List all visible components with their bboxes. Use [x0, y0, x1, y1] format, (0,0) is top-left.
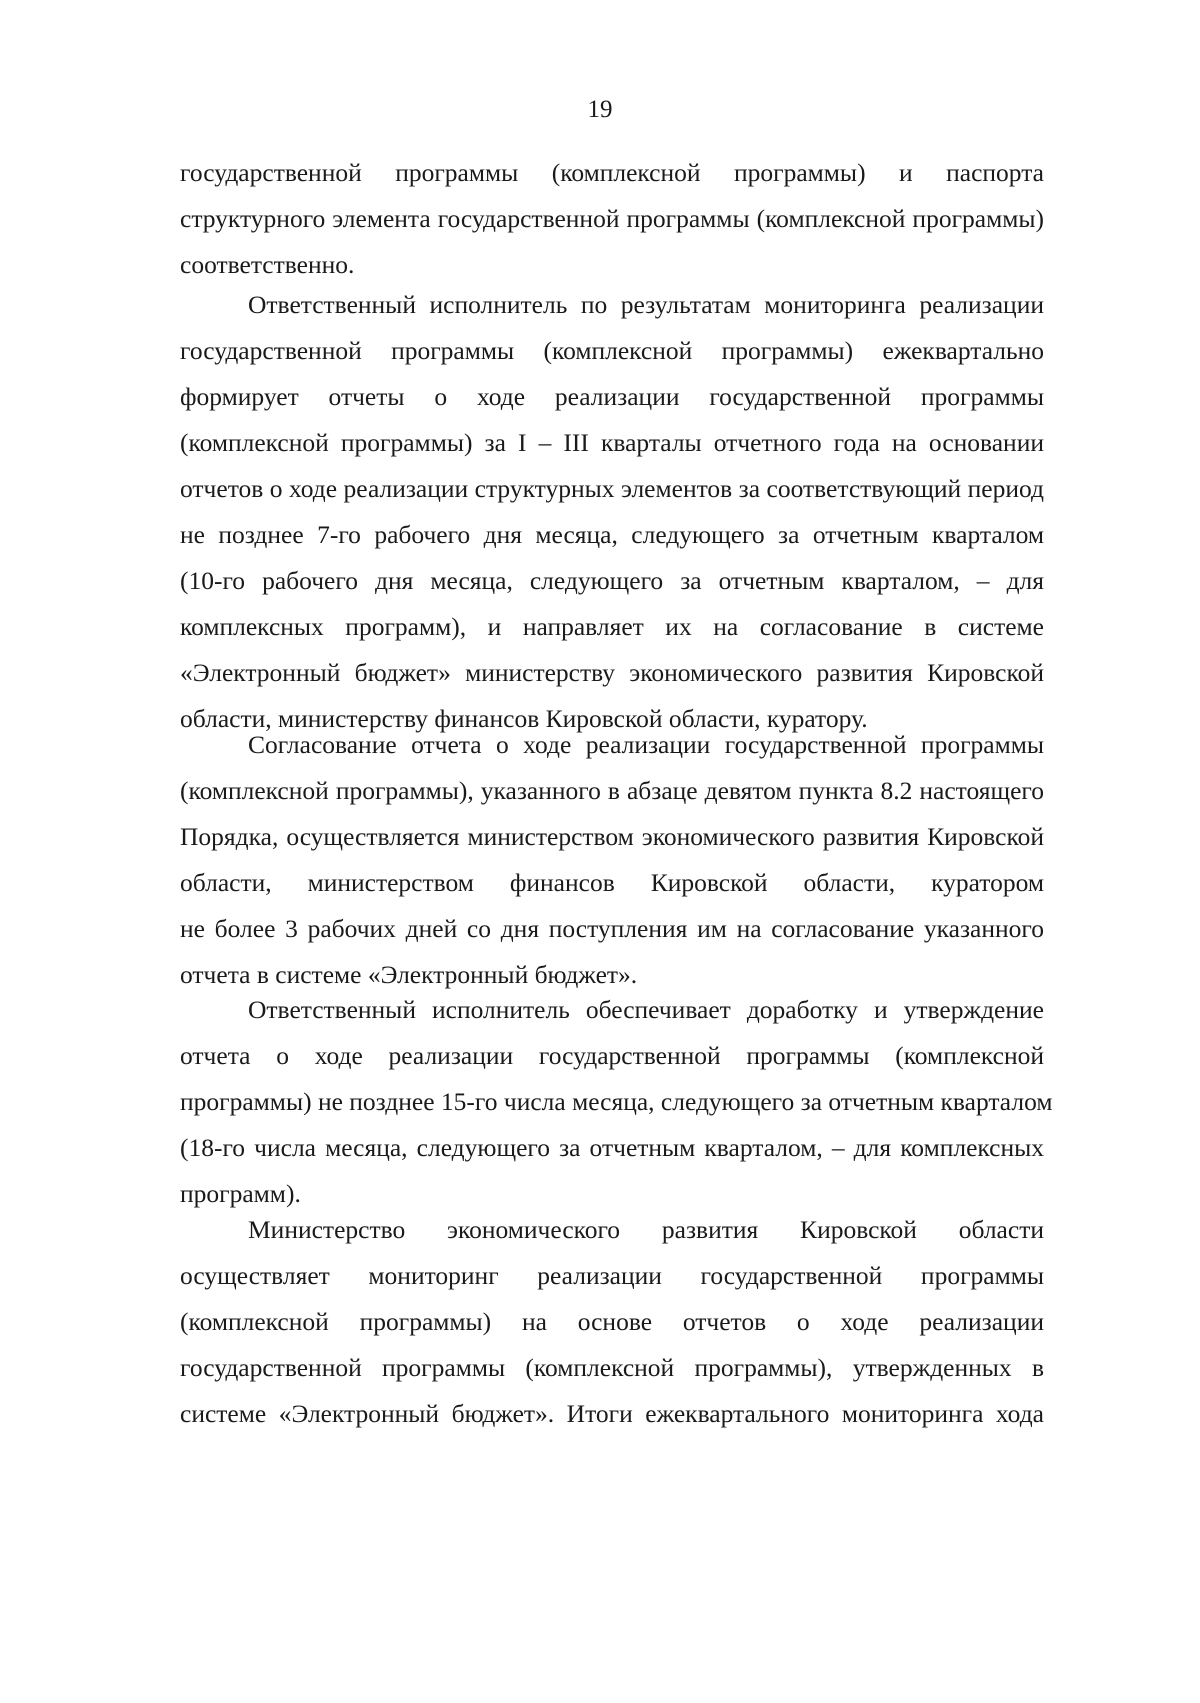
text-line: (10-го рабочего дня месяца, следующего за отчетным кварталом, – для: [180, 566, 1044, 595]
text-line: государственной программы (комплексной программы), утвержденных в: [180, 1353, 1044, 1382]
paragraph-5: [180, 1207, 1044, 1437]
text-line: (комплексной программы) за I – III кварталы отчетного года на основании: [180, 428, 1044, 457]
text-line: структурного элемента государственной программы (комплексной программы): [180, 204, 1044, 233]
text-line: не более 3 рабочих дней со дня поступления им на согласование указанного: [180, 914, 1044, 943]
paragraph-2: [180, 282, 1044, 742]
text-line: (комплексной программы) на основе отчетов о ходе реализации: [180, 1307, 1044, 1336]
text-line: формирует отчеты о ходе реализации государственной программы: [180, 382, 1044, 411]
text-line: Министерство экономического развития Кировской области: [248, 1215, 1044, 1244]
paragraph-1: [180, 150, 1044, 288]
text-line: области, министерством финансов Кировской области, куратором: [180, 868, 1044, 897]
text-line: программы) не позднее 15-го числа месяца, следующего за отчетным кварталом: [180, 1087, 1053, 1116]
text-line: Порядка, осуществляется министерством экономического развития Кировской: [180, 822, 1044, 851]
text-line: Ответственный исполнитель по результатам мониторинга реализации: [248, 290, 1044, 319]
text-line: (комплексной программы), указанного в абзаце девятом пункта 8.2 настоящего: [180, 776, 1044, 805]
text-line: области, министерству финансов Кировской области, куратору.: [180, 704, 868, 733]
paragraph-4: [180, 987, 1053, 1217]
text-line: Ответственный исполнитель обеспечивает доработку и утверждение: [248, 995, 1044, 1024]
text-line: отчета о ходе реализации государственной программы (комплексной: [180, 1041, 1044, 1070]
text-line: не позднее 7-го рабочего дня месяца, следующего за отчетным кварталом: [180, 520, 1044, 549]
page-number: 19: [587, 96, 613, 123]
paragraph-3: [180, 722, 1044, 998]
text-line: государственной программы (комплексной программы) и паспорта: [180, 158, 1044, 187]
text-line: комплексных программ), и направляет их на согласование в системе: [180, 612, 1044, 641]
text-line: отчета в системе «Электронный бюджет».: [180, 960, 638, 989]
text-line: «Электронный бюджет» министерству экономического развития Кировской: [180, 658, 1044, 687]
text-line: программ).: [180, 1179, 301, 1208]
text-line: Согласование отчета о ходе реализации государственной программы: [248, 730, 1044, 759]
text-line: системе «Электронный бюджет». Итоги ежеквартального мониторинга хода: [180, 1399, 1044, 1428]
text-line: соответственно.: [180, 250, 355, 279]
text-line: отчетов о ходе реализации структурных элементов за соответствующий период: [180, 474, 1044, 503]
text-line: государственной программы (комплексной программы) ежеквартально: [180, 336, 1044, 365]
text-line: (18-го числа месяца, следующего за отчетным кварталом, – для комплексных: [180, 1133, 1044, 1162]
text-line: осуществляет мониторинг реализации государственной программы: [180, 1261, 1044, 1290]
